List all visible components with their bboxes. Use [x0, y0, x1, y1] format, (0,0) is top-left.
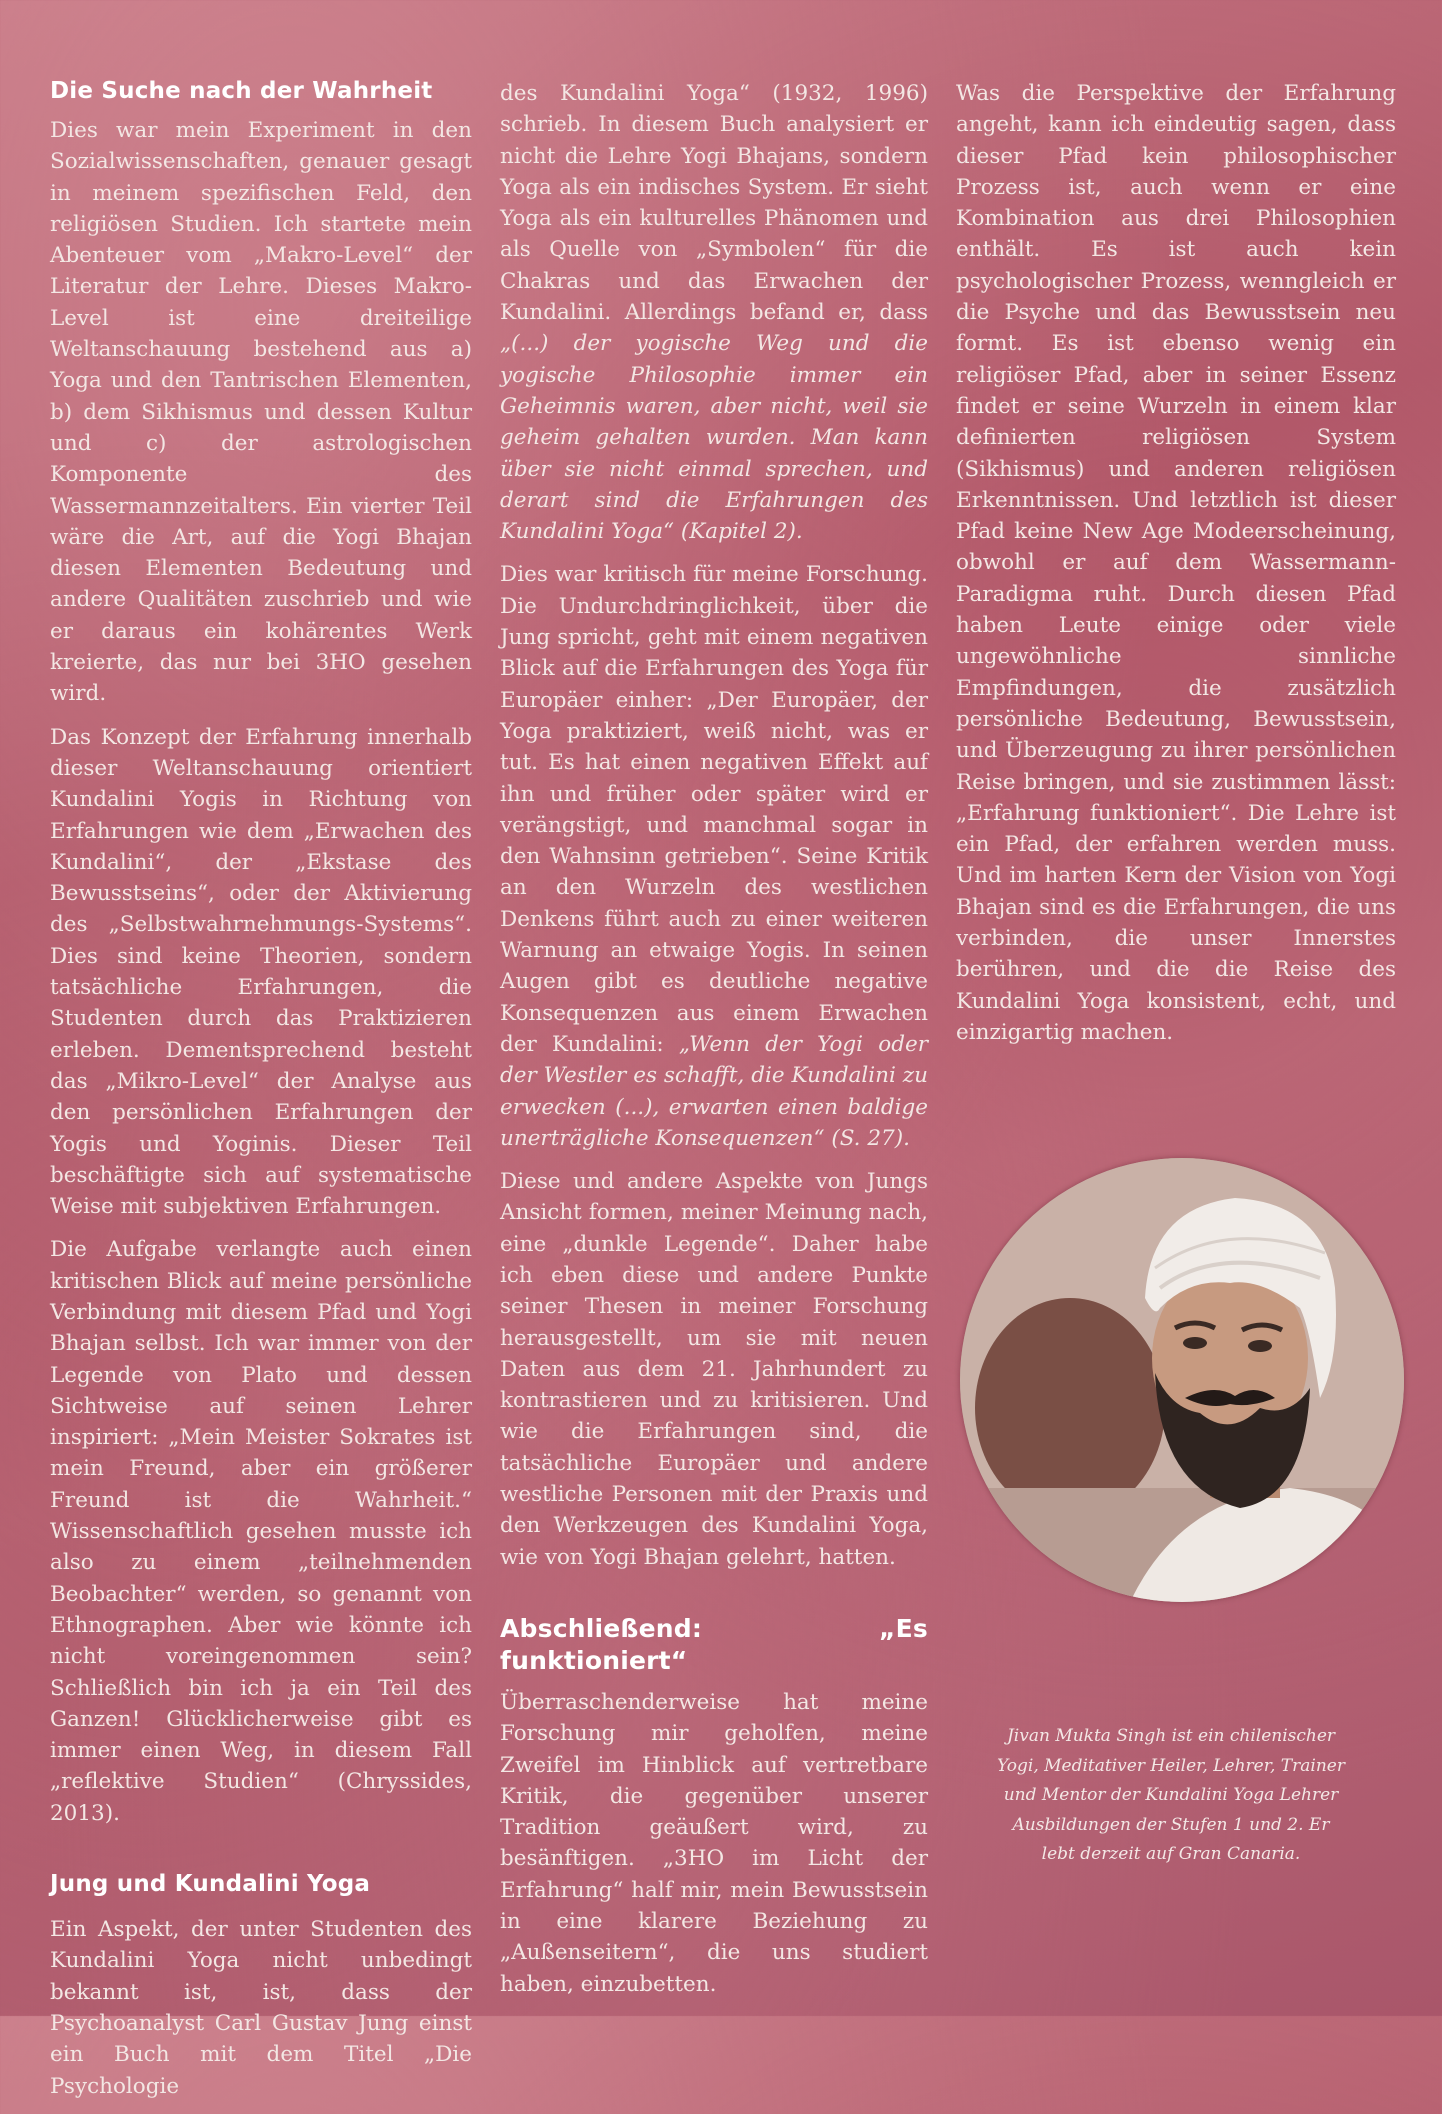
paragraph: Dies war mein Experiment in den Sozialwissenschaften, genauer gesagt in meinem spezifischen Feld, den religiösen Studien. Ich startete mein Abenteuer vom „Makro-Level“ der Literatur der Lehre. Dieses Makro-Level ist eine dreiteilige Weltanschauung bestehend aus a) Yoga und den Tantrischen Elementen, b) dem Sikhismus und dessen Kultur und c) der astrologischen Komponente des Wassermannzeitalters. Ein vierter Teil wäre die Art, auf die Yogi Bhajan diesen Elementen Bedeutung und andere Qualitäten zuschrieb und wie er daraus ein kohärentes Werk kreierte, das nur bei 3HO gesehen wird.	[50, 118, 472, 707]
paragraph: Überraschenderweise hat meine Forschung mir geholfen, meine Zweifel im Hinblick auf vertretbare Kritik, die gegenüber unserer Tradition geäußert wird, zu besänftigen. „3HO im Licht der Erfahrung“ half mir, mein Bewusstsein in eine klarere Beziehung zu „Außenseitern“, die uns studiert haben, einzubetten.	[500, 1689, 928, 1997]
paragraph: Ein Aspekt, der unter Studenten des Kundalini Yoga nicht unbedingt bekannt ist, ist, dass der Psychoanalyst Carl Gustav Jung einst ein Buch mit dem Titel „Die Psychologie	[50, 1917, 472, 2099]
paragraph: Die Aufgabe verlangte auch einen kritischen Blick auf meine persönliche Verbindung mit diesem Pfad und Yogi Bhajan selbst. Ich war immer von der Legende von Plato und dessen Sichtweise auf seinen Lehrer inspiriert: „Mein Meister Sokrates ist mein Freund, aber ein größerer Freund ist die Wahrheit.“ Wissenschaftlich gesehen musste ich also zu einem „teilnehmenden Beobachter“ werden, so genannt von Ethnographen. Aber wie könnte ich nicht voreingenommen sein? Schließlich bin ich ja ein Teil des Ganzen! Glücklicherweise gibt es immer einen Weg, in diesem Fall „reflektive Studien“ (Chryssides, 2013).	[50, 1237, 472, 1826]
paragraph-with-quote	[500, 559, 928, 1154]
column-left	[50, 78, 472, 2114]
paragraph-text: des Kundalini Yoga“ (1932, 1996) schrieb. In diesem Buch analysiert er nicht die Lehre Yogi Bhajans, sondern Yoga als ein indisches System. Er sieht Yoga als ein kulturelles Phänomen und als Quelle von „Symbolen“ für die Chakras und das Erwachen der Kundalini. Allerdings befand er, dass	[500, 81, 928, 326]
paragraph: Was die Perspektive der Erfahrung angeht, kann ich eindeutig sagen, dass dieser Pfad kein philosophischer Prozess ist, auch wenn er eine Kombination aus drei Philosophien enthält. Es ist auch kein psychologischer Prozess, wenngleich er die Psyche und das Bewusstsein neu formt. Es ist ebenso wenig ein religiöser Pfad, aber in seiner Essenz findet er seine Wurzeln in einem klar definierten religiösen System (Sikhismus) und anderen religiösen Erkenntnissen. Und letztlich ist dieser Pfad keine New Age Modeerscheinung, obwohl er auf dem Wassermann-Paradigma ruht. Durch diesen Pfad haben Leute einige oder viele ungewöhnliche sinnliche Empfindungen, die zusätzlich persönliche Bedeutung, Bewusstsein, und Überzeugung zu ihrer persönlichen Reise bringen, und sie zustimmen lässt: „Erfahrung funktioniert“. Die Lehre ist ein Pfad, der erfahren werden muss. Und im harten Kern der Vision von Yogi Bhajan sind es die Erfahrungen, die uns verbinden, die unser Innerstes berühren, und die die Reise des Kundalini Yoga konsistent, echt, und einzigartig machen.	[956, 81, 1396, 1045]
column-middle	[500, 78, 928, 2012]
section-heading-jung: Jung und Kundalini Yoga	[50, 1871, 371, 1898]
paragraph-text: Dies war kritisch für meine Forschung. Die Undurchdringlichkeit, über die Jung spricht, geht mit einem negativen Blick auf die Erfahrungen des Yoga für Europäer einher: „Der Europäer, der Yoga praktiziert, weiß nicht, was er tut. Es hat einen negativen Effekt auf ihn und früher oder später wird er verängstigt, und manchmal sogar in den Wahnsinn getrieben“. Seine Kritik an den Wurzeln des westlichen Denkens führt auch zu einer weiteren Warnung an etwaige Yogis. In seinen Augen gibt es deutliche negative Konsequenzen aus einem Erwachen der Kundalini:	[500, 562, 928, 1057]
paragraph-with-quote	[500, 78, 928, 547]
author-portrait-photo	[960, 1158, 1404, 1602]
section-heading-conclusion: Abschließend: „Es funktioniert“	[500, 1613, 928, 1675]
portrait-caption: Jivan Mukta Singh ist ein chilenischer Yogi, Meditativer Heiler, Lehrer, Trainer und Mentor der Kundalini Yoga Lehrer Ausbildungen der Stufen 1 und 2. Er lebt derzeit auf Gran Canaria.	[997, 1726, 1345, 1864]
paragraph: Das Konzept der Erfahrung innerhalb dieser Weltanschauung orientiert Kundalini Yogis in Richtung von Erfahrungen wie dem „Erwachen des Kundalini“, der „Ekstase des Bewusstseins“, oder der Aktivierung des „Selbstwahrnehmungs-Systems“. Dies sind keine Theorien, sondern tatsächliche Erfahrungen, die Studenten durch das Praktizieren erleben. Dementsprechend besteht das „Mikro-Level“ der Analyse aus den persönlichen Erfahrungen der Yogis und Yoginis. Dieser Teil beschäftigte sich auf systematische Weise mit subjektiven Erfahrungen.	[50, 724, 472, 1220]
quote-text: „Wenn der Yogi oder der Westler es schafft, die Kundalini zu erwecken (...), erwarten einen baldige unerträgliche Konsequenzen“ (S. 27).	[500, 1031, 928, 1151]
section-heading-search-for-truth: Die Suche nach der Wahrheit	[50, 78, 433, 104]
paragraph: Diese und andere Aspekte von Jungs Ansicht formen, meiner Meinung nach, eine „dunkle Legende“. Daher habe ich eben diese und andere Punkte seiner Thesen in meiner Forschung herausgestellt, um sie mit neuen Daten aus dem 21. Jahrhundert zu kontrastieren und zu kritisieren. Und wie die Erfahrungen sind, die tatsächliche Europäer und andere westliche Personen mit der Praxis und den Werkzeugen des Kundalini Yoga, wie von Yogi Bhajan gelehrt, hatten.	[500, 1169, 928, 1570]
quote-text: „(...) der yogische Weg und die yogische Philosophie immer ein Geheimnis waren, aber nicht, weil sie geheim gehalten wurden. Man kann über sie nicht einmal sprechen, und derart sind die Erfahrungen des Kundalini Yoga“ (Kapitel 2).	[500, 331, 928, 545]
column-right	[956, 78, 1396, 1060]
